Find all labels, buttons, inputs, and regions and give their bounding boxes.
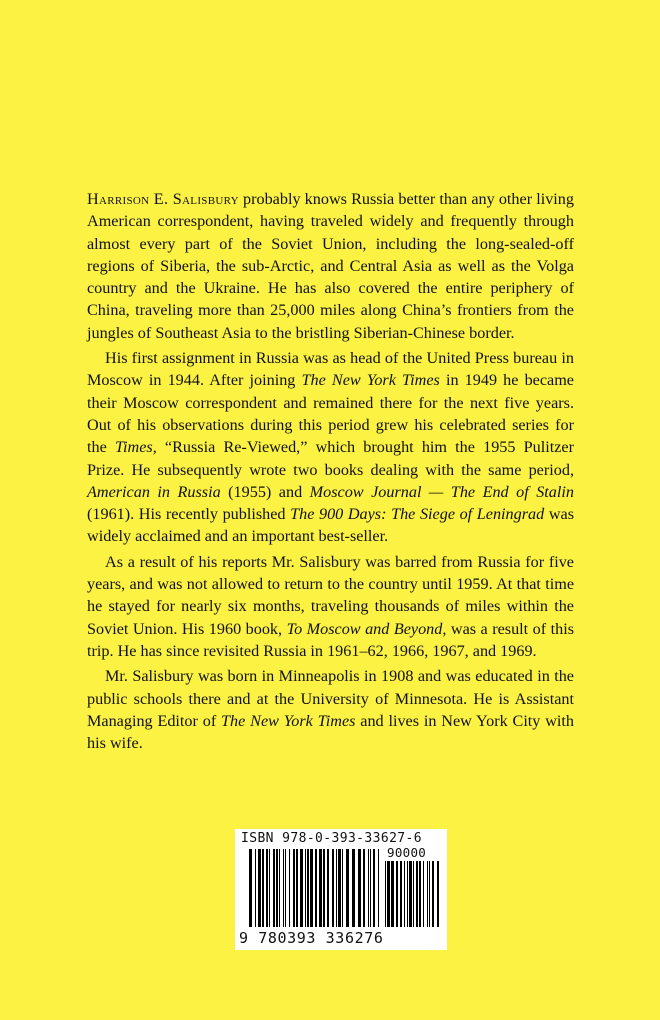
title-moscow-journal: Moscow Journal — The End of Stalin: [309, 482, 574, 501]
barcode-bar: [266, 849, 268, 927]
barcode-bar: [269, 849, 270, 927]
text-run: was a result of this trip. He has since revisited Russia in 1961–62, 1966, 1967, and 1969.: [87, 619, 574, 660]
barcode-bar: [387, 861, 390, 927]
barcode-bar: [327, 849, 329, 927]
barcode-bar: [293, 849, 295, 927]
barcode-bar: [391, 861, 394, 927]
barcode-bar: [279, 849, 280, 927]
barcode-bar: [437, 861, 439, 927]
text-run: and lives in New York City with his wife.: [87, 711, 575, 753]
barcode-bar: [300, 849, 303, 927]
barcode-bar: [307, 849, 309, 927]
bio-paragraph-1: [87, 188, 574, 344]
barcode-bar: [310, 849, 313, 927]
title-times: Times,: [114, 438, 157, 457]
text-run: His first assignment in Russia was as head of the United Press bureau in Moscow in 1944. After joining: [87, 349, 574, 390]
barcode-bar: [429, 861, 430, 927]
barcode-bar: [258, 849, 261, 927]
bio-paragraph-4: [87, 665, 574, 754]
barcode-bar: [419, 861, 421, 927]
barcode-bar: [427, 861, 428, 927]
barcode-bar: [273, 849, 275, 927]
barcode-bar: [285, 849, 286, 927]
barcode-bar: [319, 849, 322, 927]
barcode-bar: [305, 849, 306, 927]
title-to-moscow-and-beyond: To Moscow and Beyond,: [286, 619, 447, 638]
barcode-bar: [323, 849, 325, 927]
title-american-in-russia: American in Russia: [87, 482, 221, 501]
barcode-bar: [385, 861, 386, 927]
barcode-bar: [368, 849, 369, 927]
author-name: Harrison E. Salisbury: [87, 190, 239, 208]
barcode-bar: [315, 849, 317, 927]
barcode-bar: [396, 861, 398, 927]
barcode-bar: [276, 849, 278, 927]
barcode-bar: [249, 849, 252, 927]
text-run: (1961). His recently published: [87, 505, 291, 524]
barcode-bar: [332, 849, 334, 927]
barcode-bar: [283, 849, 284, 927]
barcode-bar: [413, 861, 414, 927]
barcode-bar: [407, 861, 408, 927]
barcode-bar: [358, 849, 361, 927]
barcode-bar: [255, 849, 256, 927]
text-run: As a result of his reports Mr. Salisbury was barred from Russia for five years, and was not allowed to return to the country until 1959. At that time he stayed for nearly six months, traveling thousands of miles within the Soviet Union. His 1960 book,: [87, 552, 574, 638]
text-run: in 1949 he became their Moscow correspondent and remained there for the next five years. Out of his observations during this period grew his celebrated series for the: [87, 371, 574, 457]
barcode-bar: [338, 849, 341, 927]
title-new-york-times: The New York Times: [221, 711, 356, 730]
barcode-bar: [296, 849, 298, 927]
title-new-york-times: The New York Times: [301, 371, 440, 390]
barcode-bar: [352, 849, 355, 927]
text-run: was widely acclaimed and an important best-seller.: [87, 505, 574, 546]
bio-paragraph-2: [87, 347, 574, 548]
barcode-bar: [363, 849, 365, 927]
author-biography: [87, 188, 574, 757]
barcode-bar: [289, 849, 290, 927]
barcode-bar: [370, 849, 371, 927]
text-run: “Russia Re-Viewed,” which brought him the 1955 Pulitzer Prize. He subsequently wrote two books dealing with the same period,: [87, 438, 574, 479]
barcode-bar: [423, 861, 424, 927]
barcode-bar: [342, 849, 343, 927]
text-run: (1955) and: [220, 482, 310, 501]
isbn-label: ISBN 978-0-393-33627-6: [241, 831, 422, 846]
title-900-days: The 900 Days: The Siege of Leningrad: [290, 505, 545, 524]
isbn-barcode: [235, 829, 447, 950]
bio-paragraph-1-text: probably knows Russia better than any other living American correspondent, having traveled widely and frequently through almost every part of the Soviet Union, including the long-sealed-off regions of Siberia, the sub-Arctic, and Central Asia as well as the Volga country and the Ukraine. He has also covered the entire periphery of China, traveling more than 25,000 miles along China’s frontiers from the jungles of Southeast Asia to the bristling Siberian-Chinese border.: [87, 190, 574, 342]
barcode-bar: [336, 849, 337, 927]
barcode-bar: [373, 849, 375, 927]
barcode-bar: [378, 849, 379, 927]
text-run: Mr. Salisbury was born in Minneapolis in 1908 and was educated in the public schools there and at the University of Minnesota. He is Assistant Managing Editor of: [87, 667, 574, 730]
barcode-bar: [400, 861, 402, 927]
barcode-bar: [404, 861, 405, 927]
barcode-bar: [416, 861, 418, 927]
price-addon-number: 90000: [387, 845, 427, 860]
ean-digits: 9 780393 336276: [239, 929, 384, 947]
barcode-bar: [346, 849, 349, 927]
barcode-bar: [409, 861, 412, 927]
barcode-bar: [432, 861, 434, 927]
bio-paragraph-3: [87, 551, 574, 662]
barcode-bar: [262, 849, 264, 927]
